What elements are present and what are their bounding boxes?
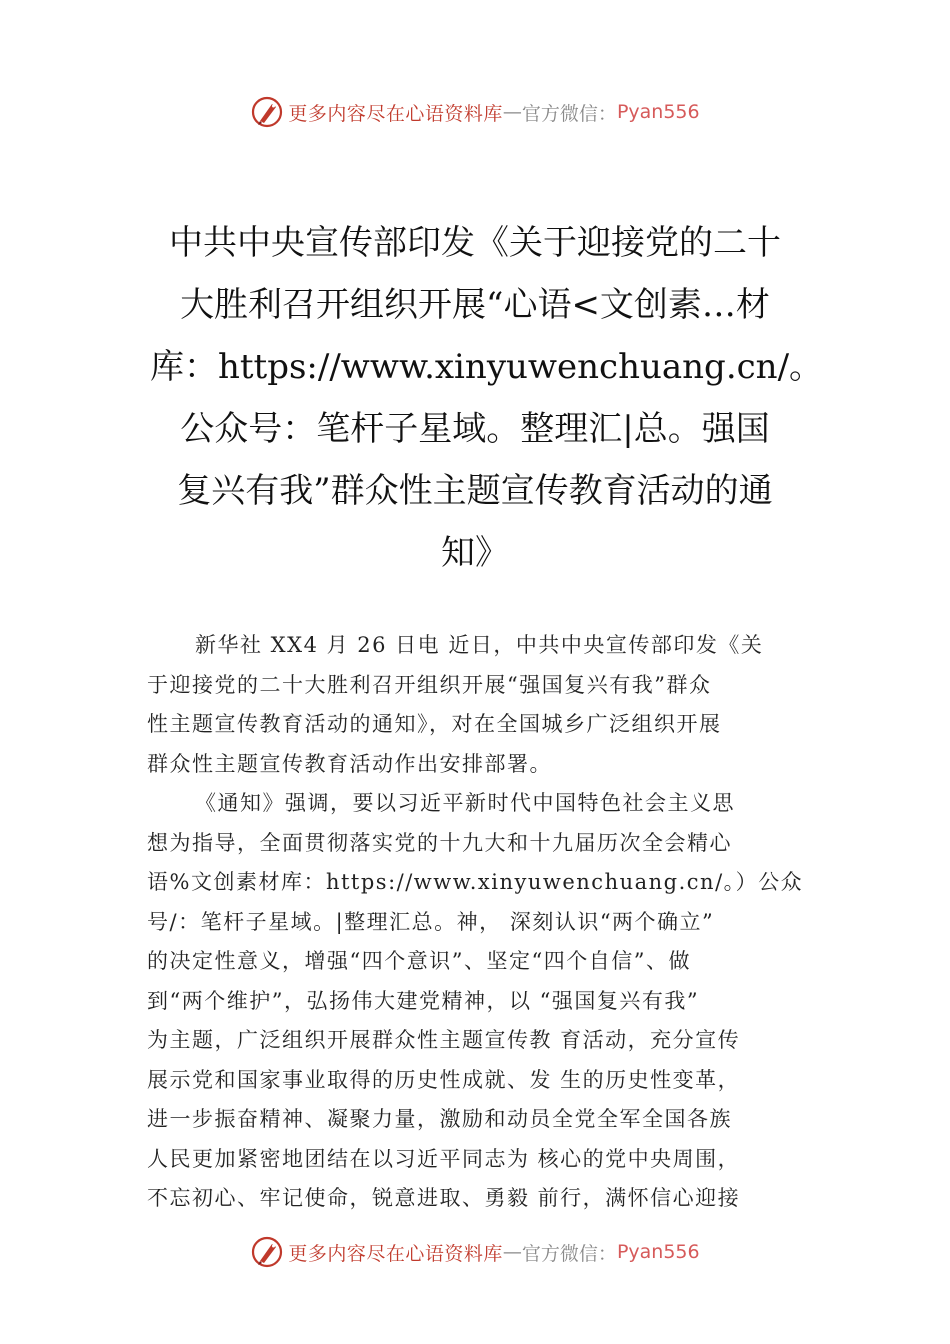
body-line: 不忘初心、牢记使命，锐意进取、勇毅 前行，满怀信心迎接: [147, 1186, 741, 1210]
document-body: [147, 626, 822, 1219]
banner-wechat-id: Pyan556: [616, 1241, 700, 1263]
body-line: 为主题，广泛组织开展群众性主题宣传教 育活动，充分宣传: [147, 1028, 741, 1052]
banner-main-text: 更多内容尽在心语资料库: [288, 102, 503, 125]
paragraph-1: [147, 626, 822, 784]
body-line: 的决定性意义，增强“四个意识”、坚定“四个自信”、做: [147, 949, 691, 973]
body-line: 新华社 XX4 月 26 日电 近日，中共中央宣传部印发《关: [195, 633, 764, 657]
banner-main-text: 更多内容尽在心语资料库: [288, 1242, 503, 1265]
body-line: 于迎接党的二十大胜利召开组织开展“强国复兴有我”群众: [147, 672, 712, 697]
title-line: 库：https://www.xinyuwenchuang.cn/。: [150, 347, 824, 387]
body-line: 到“两个维护”，弘扬伟大建党精神，以 “强国复兴有我”: [147, 988, 700, 1013]
banner-sub-text: 官方微信：: [521, 1242, 617, 1265]
banner-sub-text: 官方微信：: [521, 102, 617, 125]
title-line: 公众号：笔杆子星域。整理汇|总。强国: [180, 409, 770, 449]
body-line: 语%文创素材库：https://www.xinyuwenchuang.cn/。）公众: [147, 870, 804, 894]
body-line: 人民更加紧密地团结在以习近平同志为 核心的党中央周围，: [147, 1146, 741, 1171]
pen-nib-logo-icon: [250, 1235, 284, 1269]
header-banner: [0, 92, 950, 132]
body-line: 展示党和国家事业取得的历史性成就、发 生的历史性变革，: [147, 1067, 741, 1092]
title-line: 知》: [441, 533, 509, 573]
paragraph-2: [147, 784, 822, 1219]
body-line: 群众性主题宣传教育活动作出安排部署。: [147, 751, 552, 776]
body-line: 想为指导，全面贯彻落实党的十九大和十九届历次全会精心: [147, 830, 732, 855]
document-title: [150, 212, 824, 584]
body-line: 性主题宣传教育活动的通知》，对在全国城乡广泛组织开展: [147, 712, 722, 736]
footer-banner: [0, 1232, 950, 1272]
body-line: 号/：笔杆子星域。|整理汇总。神， 深刻认识“两个确立”: [147, 909, 715, 934]
body-line: 《通知》强调，要以习近平新时代中国特色社会主义思: [195, 791, 735, 815]
body-line: 进一步振奋精神、凝聚力量，激励和动员全党全军全国各族: [147, 1107, 732, 1131]
title-line: 复兴有我”群众性主题宣传教育活动的通: [177, 471, 773, 511]
banner-dash: —: [502, 1241, 522, 1263]
pen-nib-logo-icon: [250, 95, 284, 129]
title-line: 中共中央宣传部印发《关于迎接党的二十: [169, 223, 781, 263]
banner-wechat-id: Pyan556: [616, 101, 700, 123]
title-line: 大胜利召开组织开展“心语<文创素…材: [180, 285, 770, 325]
banner-dash: —: [502, 101, 522, 123]
